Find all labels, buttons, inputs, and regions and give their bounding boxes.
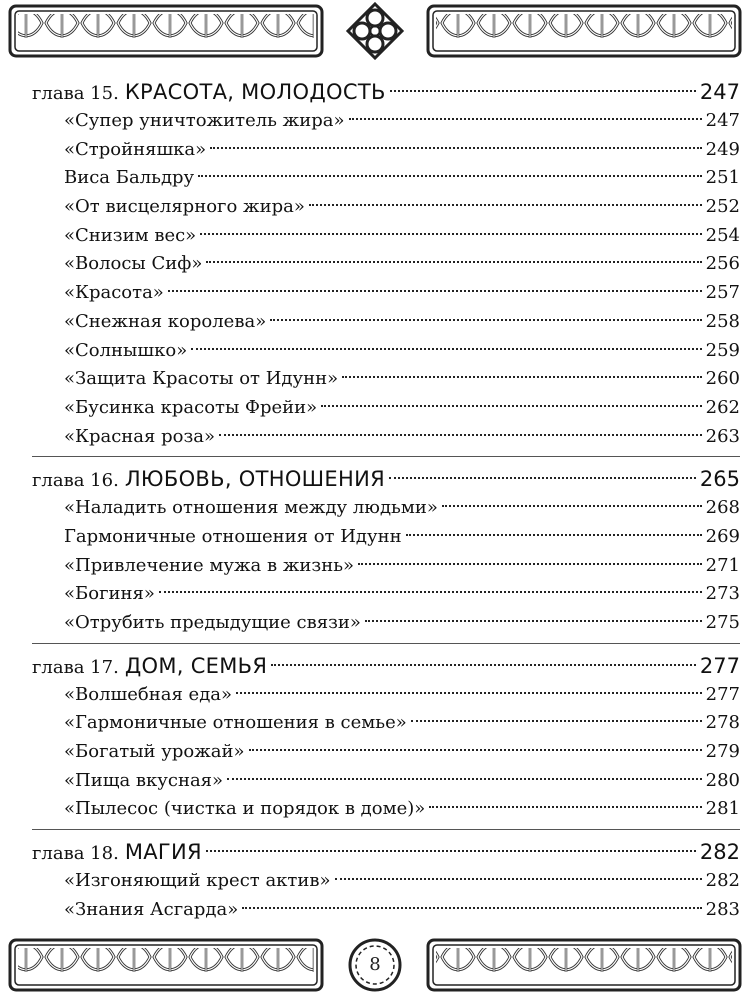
entry-page: 247 (705, 110, 740, 131)
entry-title: «Волшебная еда» (64, 683, 233, 705)
chapter-title: МАГИЯ (124, 840, 202, 865)
dot-leader (442, 487, 702, 507)
dot-leader (429, 788, 701, 808)
entry-page: 269 (705, 525, 740, 547)
table-of-contents (32, 76, 740, 924)
chapter-prefix: глава 17. (32, 656, 119, 678)
entry-page: 282 (705, 870, 740, 892)
dot-leader (242, 889, 701, 909)
entry-page: 268 (705, 497, 740, 519)
entry-page: 283 (705, 898, 740, 920)
entry-title: «Красота» (64, 282, 164, 304)
chapter-prefix: глава 15. (32, 83, 119, 104)
entry-title: «Привлечение мужа в жизнь» (64, 554, 355, 576)
dot-leader (200, 215, 701, 235)
entry-title: «Красная роза» (64, 425, 216, 447)
entry-title: «Знания Асгарда» (64, 898, 239, 920)
entry-page: 278 (705, 712, 740, 734)
entry-title: «Пылесос (чистка и порядок в доме)» (64, 798, 426, 820)
entry-title: «Богатый урожай» (64, 741, 245, 763)
entry-title: Виса Бальдру (64, 167, 195, 189)
entry-title: «Стройняшка» (64, 138, 207, 160)
dot-leader (168, 272, 702, 292)
dot-leader (411, 702, 702, 722)
chapter-page: 277 (699, 653, 740, 678)
entry-title: «Защита Красоты от Идунн» (64, 368, 339, 390)
entry-page: 262 (705, 396, 740, 418)
chapter-title: ДОМ, СЕМЬЯ (124, 653, 268, 678)
entry-page: 260 (705, 368, 740, 390)
entry-page: 271 (705, 554, 740, 576)
dot-leader (335, 860, 702, 880)
dot-leader (365, 602, 702, 622)
dot-leader (198, 157, 701, 177)
dot-leader (236, 674, 702, 694)
entry-page: 275 (705, 612, 740, 633)
dot-leader (309, 186, 702, 206)
toc-entry (64, 608, 740, 637)
chapter-prefix: глава 16. (32, 470, 119, 492)
entry-page: 280 (705, 769, 740, 791)
entry-page: 249 (705, 138, 740, 160)
dot-leader (390, 69, 696, 92)
dot-leader (349, 100, 702, 120)
toc-entry (64, 794, 740, 823)
dot-leader (321, 387, 701, 407)
entry-title: «Снизим вес» (64, 224, 197, 246)
chapter-title: КРАСОТА, МОЛОДОСТЬ (124, 80, 386, 104)
entry-title: «Супер уничтожитель жира» (64, 110, 345, 131)
entry-page: 281 (705, 798, 740, 820)
entry-title: «Снежная королева» (64, 310, 267, 332)
dot-leader (270, 301, 701, 321)
chapter-page: 265 (699, 467, 740, 492)
chapter-15 (32, 76, 740, 450)
dot-leader (227, 760, 702, 780)
entry-title: Гармоничные отношения от Идунн (64, 525, 402, 547)
entry-title: «Гармоничные отношения в семье» (64, 712, 407, 734)
dot-leader (249, 731, 702, 751)
dot-leader (206, 243, 701, 263)
entry-title: «Отрубить предыдущие связи» (64, 612, 361, 633)
dot-leader (219, 416, 702, 436)
chapter-page: 282 (699, 840, 740, 865)
toc-entry (64, 422, 740, 451)
entry-page: 257 (705, 282, 740, 304)
entry-title: «Наладить отношения между людьми» (64, 497, 438, 519)
entry-page: 263 (705, 425, 740, 447)
center-knot-icon (348, 4, 402, 58)
dot-leader (406, 516, 702, 536)
chapter-18 (32, 836, 740, 923)
entry-page: 259 (705, 339, 740, 361)
dot-leader (271, 643, 696, 666)
dot-leader (191, 330, 701, 350)
dot-leader (206, 829, 696, 852)
entry-title: «Волосы Сиф» (64, 253, 203, 275)
chapter-prefix: глава 18. (32, 843, 119, 865)
dot-leader (389, 456, 696, 479)
entry-title: «Изгоняющий крест актив» (64, 870, 331, 892)
chapter-16 (32, 463, 740, 636)
entry-title: «Солнышко» (64, 339, 188, 361)
page-number: 8 (369, 954, 381, 975)
entry-page: 256 (705, 253, 740, 275)
entry-page: 254 (705, 224, 740, 246)
entry-page: 273 (705, 583, 740, 605)
entry-title: «Богиня» (64, 583, 155, 605)
entry-title: «От висцелярного жира» (64, 196, 305, 218)
toc-entry (64, 895, 740, 924)
entry-page: 258 (705, 310, 740, 332)
chapter-page: 247 (699, 80, 740, 104)
dot-leader (159, 573, 702, 593)
dot-leader (210, 129, 701, 149)
entry-page: 277 (705, 683, 740, 705)
dot-leader (358, 545, 702, 565)
entry-page: 252 (705, 196, 740, 218)
top-celtic-border (8, 2, 742, 60)
celtic-knot-top-ornament (8, 2, 742, 60)
entry-page: 251 (705, 167, 740, 189)
chapter-title: ЛЮБОВЬ, ОТНОШЕНИЯ (124, 467, 385, 492)
dot-leader (342, 358, 702, 378)
chapter-17 (32, 650, 740, 823)
entry-page: 279 (705, 741, 740, 763)
entry-title: «Пища вкусная» (64, 769, 224, 791)
entry-title: «Бусинка красоты Фрейи» (64, 396, 318, 418)
